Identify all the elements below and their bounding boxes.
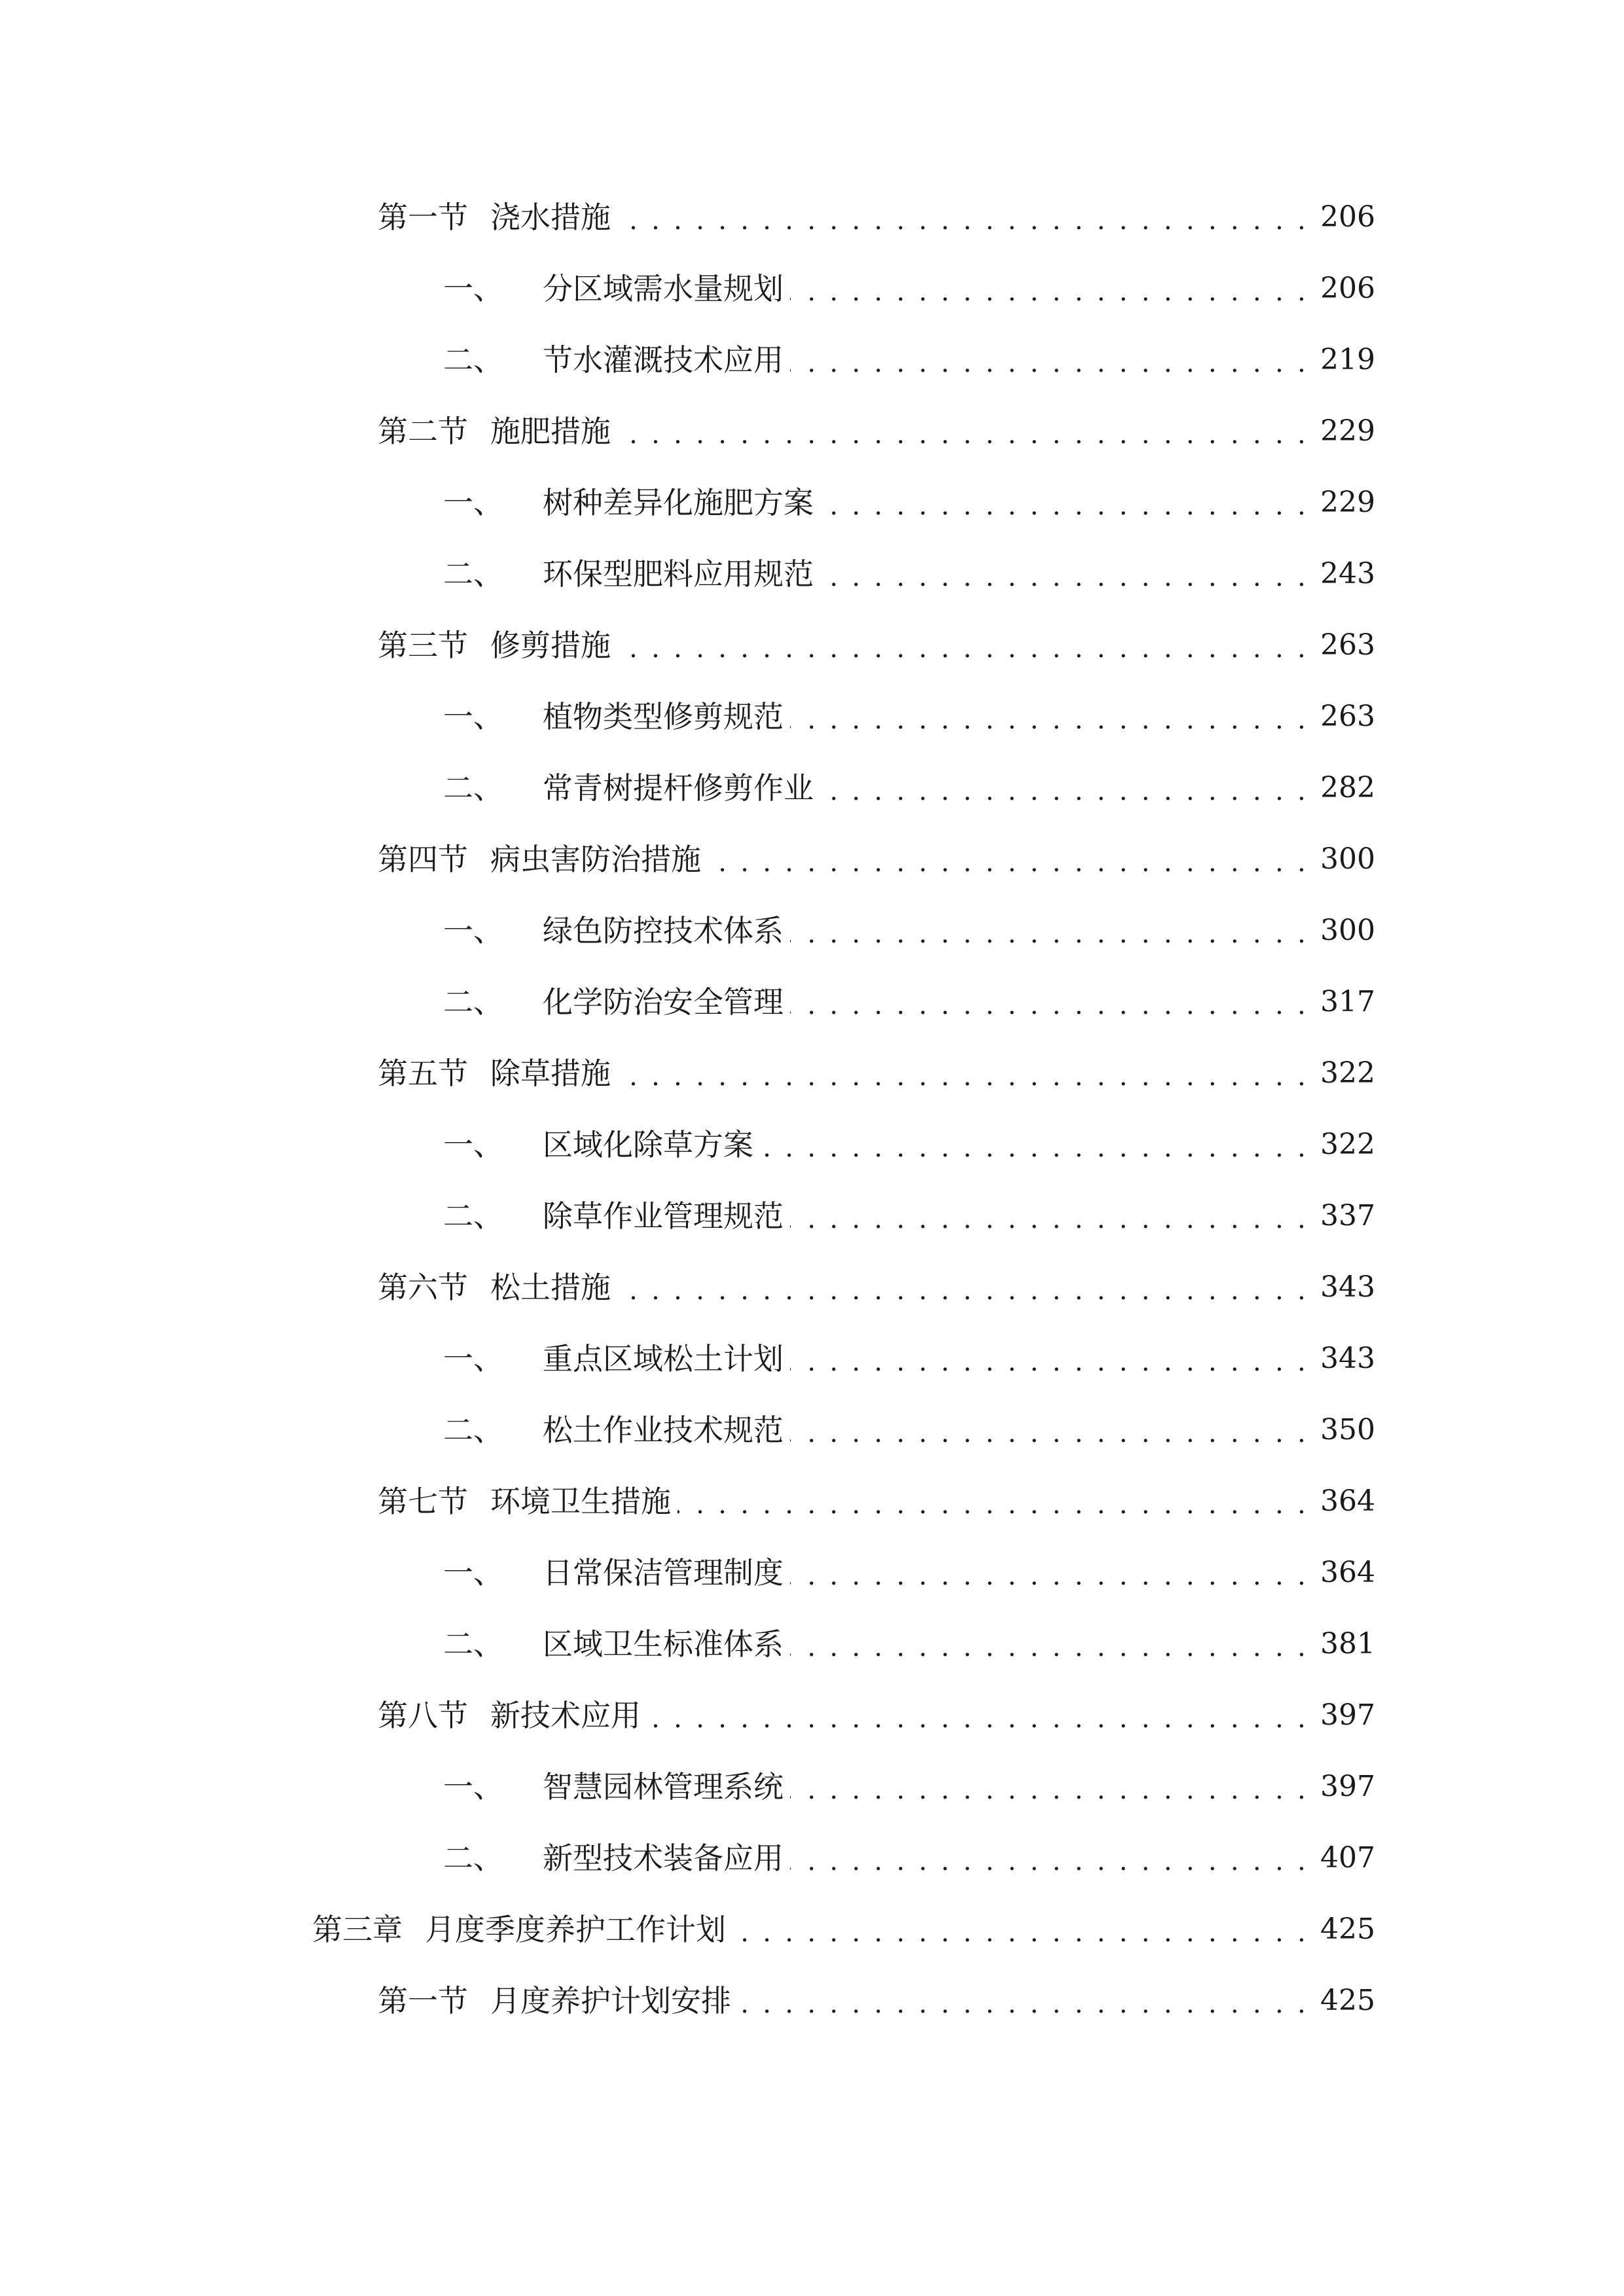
toc-entry[interactable] (378, 622, 1375, 668)
toc-dot-leader (790, 979, 1308, 1025)
toc-entry-title: 智慧园林管理系统 (543, 1769, 784, 1804)
toc-entry[interactable] (378, 836, 1375, 882)
toc-entry[interactable] (443, 979, 1375, 1025)
toc-entry[interactable] (443, 1193, 1375, 1239)
toc-dot-leader (708, 836, 1308, 882)
toc-entry-title: 化学防治安全管理 (543, 984, 784, 1020)
toc-dot-leader (647, 1693, 1308, 1738)
toc-entry[interactable] (378, 1479, 1375, 1524)
toc-entry[interactable] (443, 1336, 1375, 1382)
toc-entry-number: 第七节 (378, 1484, 468, 1519)
toc-entry-page: 381 (1320, 1627, 1375, 1660)
toc-entry[interactable] (443, 1550, 1375, 1596)
toc-dot-leader (617, 1050, 1308, 1096)
toc-entry[interactable] (378, 408, 1375, 454)
toc-dot-leader (790, 694, 1308, 740)
toc-entry-number: 第六节 (378, 1270, 468, 1305)
toc-entry-number: 一、 (443, 1127, 503, 1162)
toc-entry-number: 二、 (443, 770, 503, 806)
toc-entry-page: 364 (1320, 1484, 1375, 1518)
toc-dot-leader (617, 408, 1308, 454)
toc-entry-title: 松土措施 (490, 1270, 611, 1305)
toc-entry-number: 一、 (443, 913, 503, 948)
toc-entry-number: 一、 (443, 485, 503, 520)
toc-entry-title: 月度养护计划安排 (490, 1983, 731, 2018)
toc-entry-page: 219 (1320, 343, 1375, 376)
toc-entry-number: 二、 (443, 984, 503, 1020)
toc-entry-page: 425 (1320, 1912, 1375, 1946)
toc-entry-title: 新技术应用 (490, 1698, 641, 1733)
toc-dot-leader (738, 1978, 1308, 2024)
toc-entry-page: 300 (1320, 842, 1375, 876)
toc-entry[interactable] (443, 1621, 1375, 1667)
toc-entry-title: 日常保洁管理制度 (543, 1555, 784, 1590)
toc-dot-leader (732, 1907, 1308, 1952)
toc-entry[interactable] (443, 337, 1375, 383)
toc-entry-title: 分区域需水量规划 (543, 271, 784, 306)
toc-entry-number: 第八节 (378, 1698, 468, 1733)
toc-dot-leader (820, 480, 1308, 526)
toc-entry-title: 树种差异化施肥方案 (543, 485, 814, 520)
toc-entry-page: 317 (1320, 985, 1375, 1018)
toc-entry-page: 263 (1320, 700, 1375, 733)
toc-dot-leader (790, 1764, 1308, 1810)
toc-entry[interactable] (443, 551, 1375, 597)
toc-dot-leader (790, 1407, 1308, 1453)
toc-entry-page: 364 (1320, 1556, 1375, 1589)
toc-entry-number: 二、 (443, 1412, 503, 1448)
toc-entry-page: 263 (1320, 628, 1375, 662)
toc-entry-number: 第二节 (378, 414, 468, 449)
toc-entry-title: 新型技术装备应用 (543, 1840, 784, 1876)
toc-entry-number: 二、 (443, 556, 503, 592)
toc-dot-leader (677, 1479, 1308, 1524)
toc-entry-title: 环保型肥料应用规范 (543, 556, 814, 592)
toc-dot-leader (760, 1122, 1308, 1168)
toc-entry-page: 350 (1320, 1413, 1375, 1446)
toc-entry[interactable] (443, 1122, 1375, 1168)
toc-entry-title: 环境卫生措施 (490, 1484, 671, 1519)
toc-entry-number: 第三节 (378, 628, 468, 663)
toc-entry-title: 重点区域松土计划 (543, 1341, 784, 1376)
toc-entry-title: 修剪措施 (490, 628, 611, 663)
toc-entry-page: 322 (1320, 1128, 1375, 1161)
toc-entry-title: 松土作业技术规范 (543, 1412, 784, 1448)
toc-entry-page: 397 (1320, 1770, 1375, 1803)
toc-entry[interactable] (443, 1835, 1375, 1881)
toc-entry-page: 206 (1320, 200, 1375, 234)
toc-entry-title: 常青树提杆修剪作业 (543, 770, 814, 806)
toc-entry-number: 二、 (443, 1840, 503, 1876)
toc-entry-page: 343 (1320, 1342, 1375, 1375)
toc-dot-leader (820, 765, 1308, 811)
toc-dot-leader (617, 622, 1308, 668)
toc-entry-number: 第一节 (378, 1983, 468, 2018)
toc-dot-leader (790, 1336, 1308, 1382)
toc-entry-number: 二、 (443, 1626, 503, 1662)
toc-dot-leader (617, 1265, 1308, 1310)
toc-entry-page: 206 (1320, 272, 1375, 305)
toc-dot-leader (790, 1193, 1308, 1239)
toc-entry-title: 浇水措施 (490, 200, 611, 235)
toc-entry[interactable] (378, 1265, 1375, 1310)
toc-entry[interactable] (378, 1978, 1375, 2024)
toc-dot-leader (820, 551, 1308, 597)
toc-entry-title: 除草措施 (490, 1056, 611, 1091)
toc-entry-number: 二、 (443, 342, 503, 378)
toc-dot-leader (790, 908, 1308, 954)
toc-entry-title: 节水灌溉技术应用 (543, 342, 784, 378)
toc-entry[interactable] (443, 266, 1375, 312)
toc-entry-number: 二、 (443, 1198, 503, 1234)
toc-entry-title: 区域化除草方案 (543, 1127, 753, 1162)
toc-entry-page: 337 (1320, 1199, 1375, 1232)
toc-entry-title: 区域卫生标准体系 (543, 1626, 784, 1662)
toc-entry-number: 一、 (443, 699, 503, 734)
toc-dot-leader (790, 1835, 1308, 1881)
toc-entry-page: 397 (1320, 1698, 1375, 1732)
toc-entry-number: 一、 (443, 1555, 503, 1590)
toc-entry-number: 第四节 (378, 842, 468, 877)
toc-entry-page: 300 (1320, 914, 1375, 947)
toc-entry-title: 植物类型修剪规范 (543, 699, 784, 734)
toc-entry-title: 施肥措施 (490, 414, 611, 449)
toc-entry-page: 322 (1320, 1056, 1375, 1090)
toc-entry-number: 第五节 (378, 1056, 468, 1091)
toc-entry-page: 407 (1320, 1841, 1375, 1874)
toc-entry[interactable] (443, 480, 1375, 526)
toc-entry-title: 绿色防控技术体系 (543, 913, 784, 948)
toc-entry[interactable] (443, 908, 1375, 954)
toc-entry-page: 229 (1320, 486, 1375, 519)
toc-entry-page: 343 (1320, 1270, 1375, 1304)
toc-entry-page: 282 (1320, 771, 1375, 804)
toc-entry[interactable] (443, 765, 1375, 811)
toc-entry-title: 月度季度养护工作计划 (425, 1912, 726, 1947)
toc-entry[interactable] (378, 1693, 1375, 1738)
toc-entry-page: 229 (1320, 414, 1375, 448)
toc-entry-number: 一、 (443, 1769, 503, 1804)
toc-entry-page: 425 (1320, 1984, 1375, 2017)
toc-entry[interactable] (312, 1907, 1375, 1952)
toc-entry-number: 一、 (443, 271, 503, 306)
toc-entry-number: 一、 (443, 1341, 503, 1376)
toc-dot-leader (790, 337, 1308, 383)
toc-dot-leader (790, 266, 1308, 312)
toc-entry[interactable] (378, 194, 1375, 240)
toc-dot-leader (617, 194, 1308, 240)
toc-entry-title: 除草作业管理规范 (543, 1198, 784, 1234)
toc-entry-number: 第三章 (312, 1912, 403, 1947)
toc-dot-leader (790, 1550, 1308, 1596)
toc-entry-title: 病虫害防治措施 (490, 842, 701, 877)
toc-dot-leader (790, 1621, 1308, 1667)
toc-entry[interactable] (378, 1050, 1375, 1096)
toc-entry[interactable] (443, 1407, 1375, 1453)
toc-entry-number: 第一节 (378, 200, 468, 235)
toc-entry-page: 243 (1320, 557, 1375, 590)
toc-entry[interactable] (443, 694, 1375, 740)
toc-entry[interactable] (443, 1764, 1375, 1810)
